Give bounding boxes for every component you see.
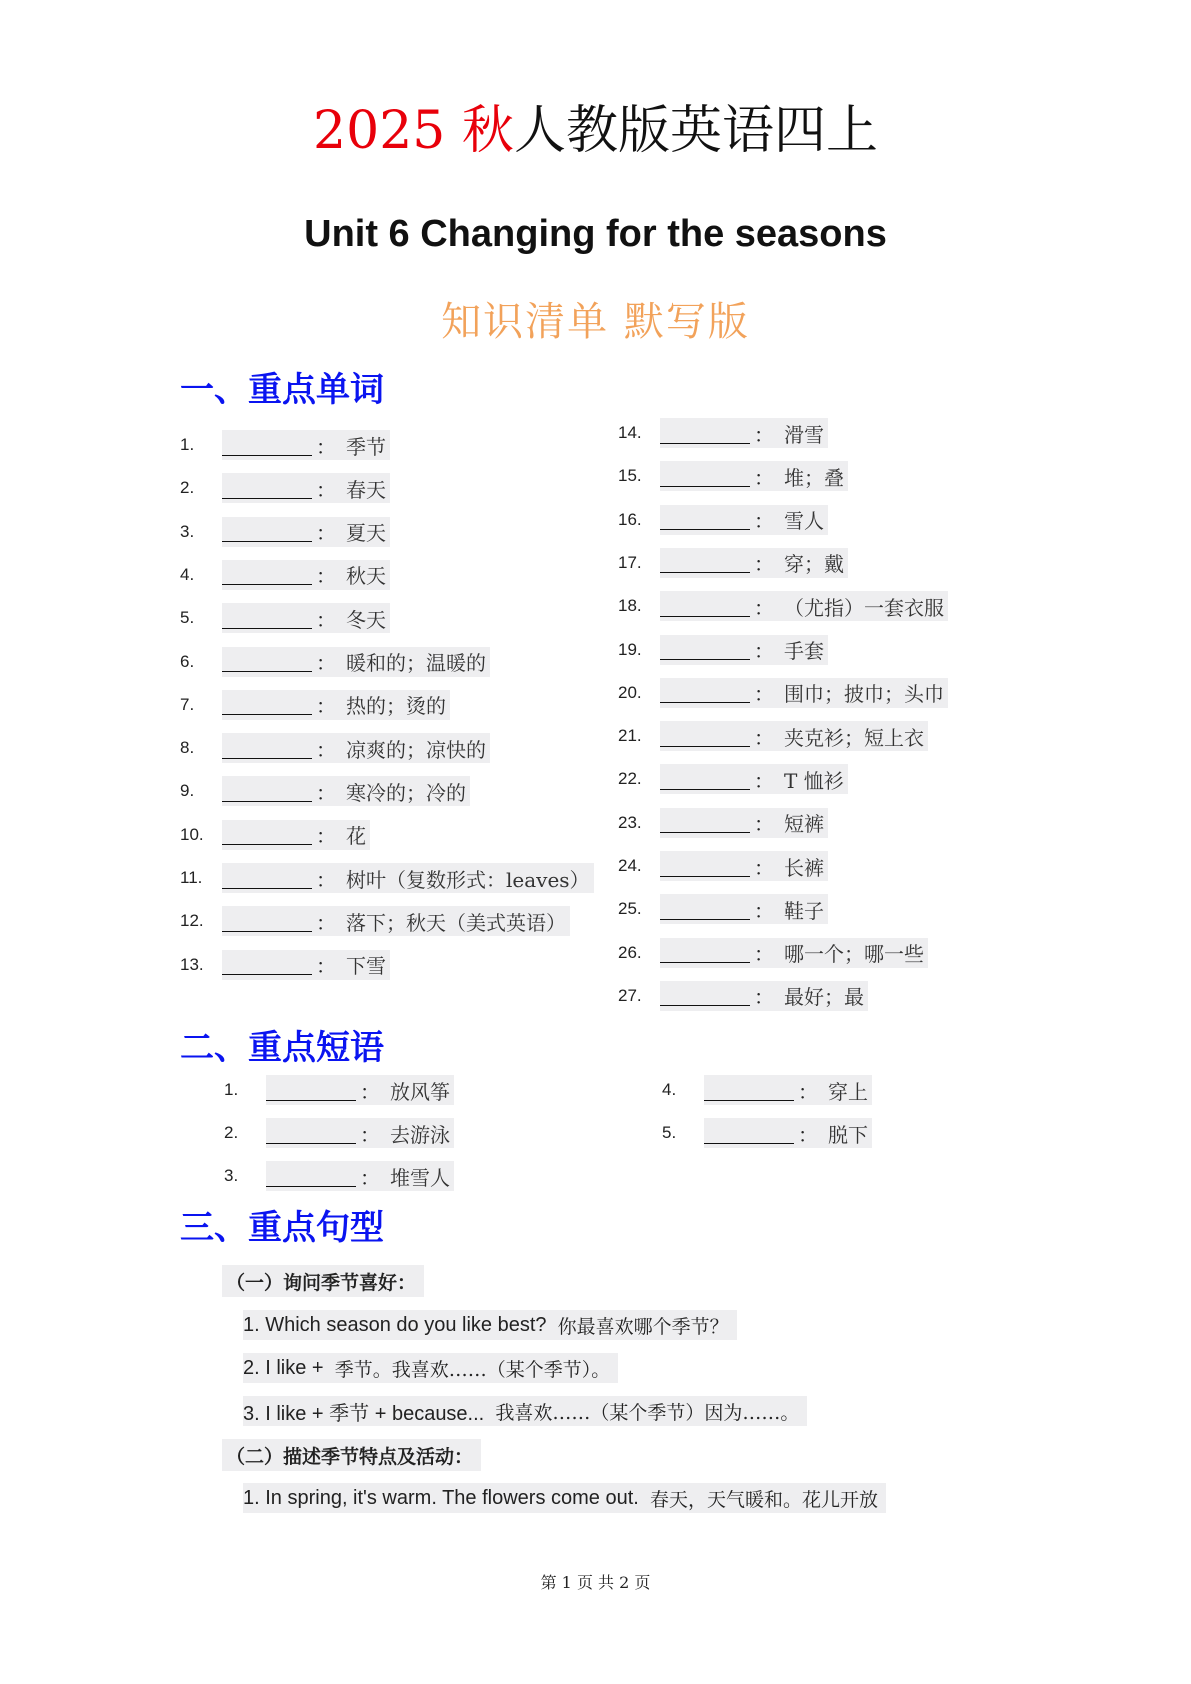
item-number: 14. — [618, 423, 642, 442]
item-meaning: 穿；戴 — [784, 552, 844, 577]
fill-area: ： 花 — [222, 820, 370, 850]
item-number: 12. — [180, 911, 204, 931]
list-item — [618, 461, 848, 491]
answer-blank[interactable] — [222, 608, 312, 629]
list-item — [180, 906, 570, 936]
section-heading-sentences: 三、重点句型 — [180, 1208, 384, 1248]
item-number: 22. — [618, 769, 642, 789]
unit-title: Unit 6 Changing for the seasons — [304, 213, 887, 255]
item-number: 17. — [618, 552, 642, 572]
item-number: 4. — [662, 1080, 677, 1099]
answer-blank[interactable] — [660, 942, 750, 963]
list-item — [224, 1161, 454, 1191]
item-meaning: 去游泳 — [390, 1122, 450, 1147]
answer-blank[interactable] — [660, 639, 750, 660]
subheading-season-preference: （一）询问季节喜好： — [222, 1265, 424, 1297]
item-number: 16. — [618, 509, 642, 529]
answer-blank[interactable] — [222, 478, 312, 499]
list-item — [662, 1075, 872, 1105]
list-item — [618, 894, 828, 924]
fill-area: ： 暖和的；温暖的 — [222, 647, 490, 677]
answer-blank[interactable] — [660, 596, 750, 617]
fill-area: ： 季节 — [222, 430, 390, 460]
item-meaning: 落下；秋天（美式英语） — [346, 910, 566, 935]
list-item — [618, 591, 948, 621]
item-number: 27. — [618, 985, 642, 1005]
item-meaning: 春天 — [346, 477, 386, 502]
item-meaning: 脱下 — [828, 1122, 868, 1147]
item-number: 10. — [180, 824, 204, 844]
item-number: 21. — [618, 726, 642, 746]
item-meaning: 凉爽的；凉快的 — [346, 737, 486, 762]
fill-area: ： 堆雪人 — [266, 1161, 454, 1191]
item-number: 2. — [224, 1123, 239, 1142]
item-meaning: （尤指）一套衣服 — [784, 595, 944, 620]
answer-blank[interactable] — [222, 651, 312, 672]
item-meaning: 放风筝 — [390, 1079, 450, 1104]
list-item — [180, 733, 490, 763]
answer-blank[interactable] — [660, 985, 750, 1006]
answer-blank[interactable] — [222, 781, 312, 802]
item-number: 15. — [618, 466, 642, 486]
section-heading-words: 一、重点单词 — [180, 370, 384, 410]
item-number: 9. — [180, 781, 195, 801]
section-heading-phrases: 二、重点短语 — [180, 1028, 384, 1068]
fill-area: ： 下雪 — [222, 950, 390, 980]
answer-blank[interactable] — [660, 552, 750, 573]
item-meaning: T 恤衫 — [784, 768, 844, 793]
subheading-season-features: （二）描述季节特点及活动： — [222, 1439, 481, 1471]
answer-blank[interactable] — [222, 564, 312, 585]
item-meaning: 滑雪 — [784, 422, 824, 447]
fill-area: ： 树叶（复数形式：leaves） — [222, 863, 594, 893]
item-number: 1. — [224, 1080, 239, 1099]
answer-blank[interactable] — [660, 682, 750, 703]
item-meaning: 长裤 — [784, 855, 824, 880]
item-number: 4. — [180, 564, 195, 584]
item-meaning: 夏天 — [346, 521, 386, 546]
answer-blank[interactable] — [660, 509, 750, 530]
answer-blank[interactable] — [660, 812, 750, 833]
fill-area: ： 最好；最 — [660, 981, 868, 1011]
list-item — [224, 1075, 454, 1105]
answer-blank[interactable] — [222, 521, 312, 542]
fill-area: ： 脱下 — [704, 1118, 872, 1148]
fill-area: ： 鞋子 — [660, 894, 828, 924]
item-meaning: 哪一个；哪一些 — [784, 942, 924, 967]
item-number: 26. — [618, 942, 642, 962]
answer-blank[interactable] — [222, 435, 312, 456]
item-meaning: 花 — [346, 824, 366, 849]
page-title: 2025 秋人教版英语四上 — [313, 101, 878, 161]
item-number: 5. — [662, 1123, 677, 1142]
list-item — [618, 721, 928, 751]
list-item — [180, 820, 370, 850]
list-item — [224, 1118, 454, 1148]
item-number: 13. — [180, 954, 204, 974]
sentence: 1. Which season do you like best? 你最喜欢哪个季节？ — [243, 1310, 737, 1340]
list-item — [618, 678, 948, 708]
list-item — [618, 981, 868, 1011]
answer-blank[interactable] — [266, 1166, 356, 1187]
item-meaning: 堆雪人 — [390, 1165, 450, 1190]
item-number: 25. — [618, 899, 642, 919]
fill-area: ： 放风筝 — [266, 1075, 454, 1105]
fill-area: ： 夹克衫；短上衣 — [660, 721, 928, 751]
item-number: 19. — [618, 639, 642, 659]
item-meaning: 围巾；披巾；头巾 — [784, 682, 944, 707]
fill-area: ： 滑雪 — [660, 418, 828, 448]
fill-area: ： 夏天 — [222, 517, 390, 547]
list-item — [180, 560, 390, 590]
item-number: 3. — [224, 1166, 239, 1185]
item-number: 2. — [180, 478, 195, 498]
item-meaning: 短裤 — [784, 812, 824, 837]
fill-area: ： 穿；戴 — [660, 548, 848, 578]
list-item — [618, 418, 828, 448]
fill-area: ： 寒冷的；冷的 — [222, 776, 470, 806]
list-item — [180, 776, 470, 806]
answer-blank[interactable] — [660, 726, 750, 747]
item-meaning: 树叶（复数形式：leaves） — [346, 867, 590, 892]
item-meaning: 雪人 — [784, 509, 824, 534]
list-item — [662, 1118, 872, 1148]
fill-area: ： 雪人 — [660, 505, 828, 535]
sentence: 3. I like + 季节 + because... 我喜欢……（某个季节）因为……。 — [243, 1396, 807, 1426]
fill-area: ： 去游泳 — [266, 1118, 454, 1148]
answer-blank[interactable] — [660, 769, 750, 790]
list-item — [180, 647, 490, 677]
fill-area: ： 秋天 — [222, 560, 390, 590]
page-footer: 第 1 页 共 2 页 — [540, 1573, 651, 1592]
answer-blank[interactable] — [266, 1080, 356, 1101]
item-meaning: 下雪 — [346, 954, 386, 979]
item-meaning: 热的；烫的 — [346, 694, 446, 719]
fill-area: ： 冬天 — [222, 603, 390, 633]
item-number: 8. — [180, 738, 195, 758]
sentence: 2. I like + 季节。我喜欢……（某个季节）。 — [243, 1353, 618, 1383]
answer-blank[interactable] — [660, 899, 750, 920]
answer-blank[interactable] — [704, 1123, 794, 1144]
item-number: 24. — [618, 856, 642, 875]
answer-blank[interactable] — [222, 738, 312, 759]
answer-blank[interactable] — [222, 824, 312, 845]
item-meaning: 堆；叠 — [784, 465, 844, 490]
fill-area: ： 落下；秋天（美式英语） — [222, 906, 570, 936]
item-number: 6. — [180, 651, 195, 671]
item-meaning: 冬天 — [346, 607, 386, 632]
item-meaning: 穿上 — [828, 1079, 868, 1104]
fill-area: ： 堆；叠 — [660, 461, 848, 491]
answer-blank[interactable] — [222, 911, 312, 932]
fill-area: ： 热的；烫的 — [222, 690, 450, 720]
list-item — [618, 808, 828, 838]
list-item — [618, 505, 828, 535]
answer-blank[interactable] — [266, 1123, 356, 1144]
answer-blank[interactable] — [222, 868, 312, 889]
item-meaning: 手套 — [784, 639, 824, 663]
item-meaning: 季节 — [346, 434, 386, 459]
list-item — [618, 851, 828, 881]
answer-blank[interactable] — [660, 856, 750, 877]
fill-area: ： T 恤衫 — [660, 764, 848, 794]
list-item — [180, 603, 390, 633]
item-number: 18. — [618, 596, 642, 616]
list-item — [618, 635, 828, 665]
subtitle: 知识清单 默写版 — [441, 299, 750, 345]
sentence: 1. In spring, it's warm. The flowers come out. 春天，天气暖和。花儿开放 — [243, 1483, 886, 1513]
list-item — [180, 430, 390, 460]
answer-blank[interactable] — [660, 466, 750, 487]
item-meaning: 夹克衫；短上衣 — [784, 725, 924, 750]
fill-area: ： 手套 — [660, 635, 828, 665]
item-number: 23. — [618, 812, 642, 832]
list-item — [618, 548, 848, 578]
fill-area: ： 凉爽的；凉快的 — [222, 733, 490, 763]
item-meaning: 暖和的；温暖的 — [346, 651, 486, 675]
item-meaning: 最好；最 — [784, 985, 864, 1010]
item-number: 5. — [180, 608, 195, 628]
item-number: 11. — [180, 868, 203, 887]
list-item — [180, 517, 390, 547]
answer-blank[interactable] — [222, 694, 312, 715]
list-item — [180, 690, 450, 720]
fill-area: ： 长裤 — [660, 851, 828, 881]
item-number: 3. — [180, 521, 195, 541]
fill-area: ： 围巾；披巾；头巾 — [660, 678, 948, 708]
item-meaning: 鞋子 — [784, 898, 824, 923]
list-item — [618, 938, 928, 968]
answer-blank[interactable] — [660, 423, 750, 444]
list-item — [180, 863, 594, 893]
item-meaning: 寒冷的；冷的 — [346, 780, 466, 805]
item-meaning: 秋天 — [346, 564, 386, 589]
fill-area: ： 穿上 — [704, 1075, 872, 1105]
list-item — [618, 764, 848, 794]
list-item — [180, 950, 390, 980]
fill-area: ： 短裤 — [660, 808, 828, 838]
answer-blank[interactable] — [704, 1080, 794, 1101]
item-number: 20. — [618, 682, 642, 702]
fill-area: ： 春天 — [222, 473, 390, 503]
fill-area: ： 哪一个；哪一些 — [660, 938, 928, 968]
item-number: 7. — [180, 694, 195, 714]
list-item — [180, 473, 390, 503]
item-number: 1. — [180, 435, 195, 454]
answer-blank[interactable] — [222, 954, 312, 975]
fill-area: ： （尤指）一套衣服 — [660, 591, 948, 621]
